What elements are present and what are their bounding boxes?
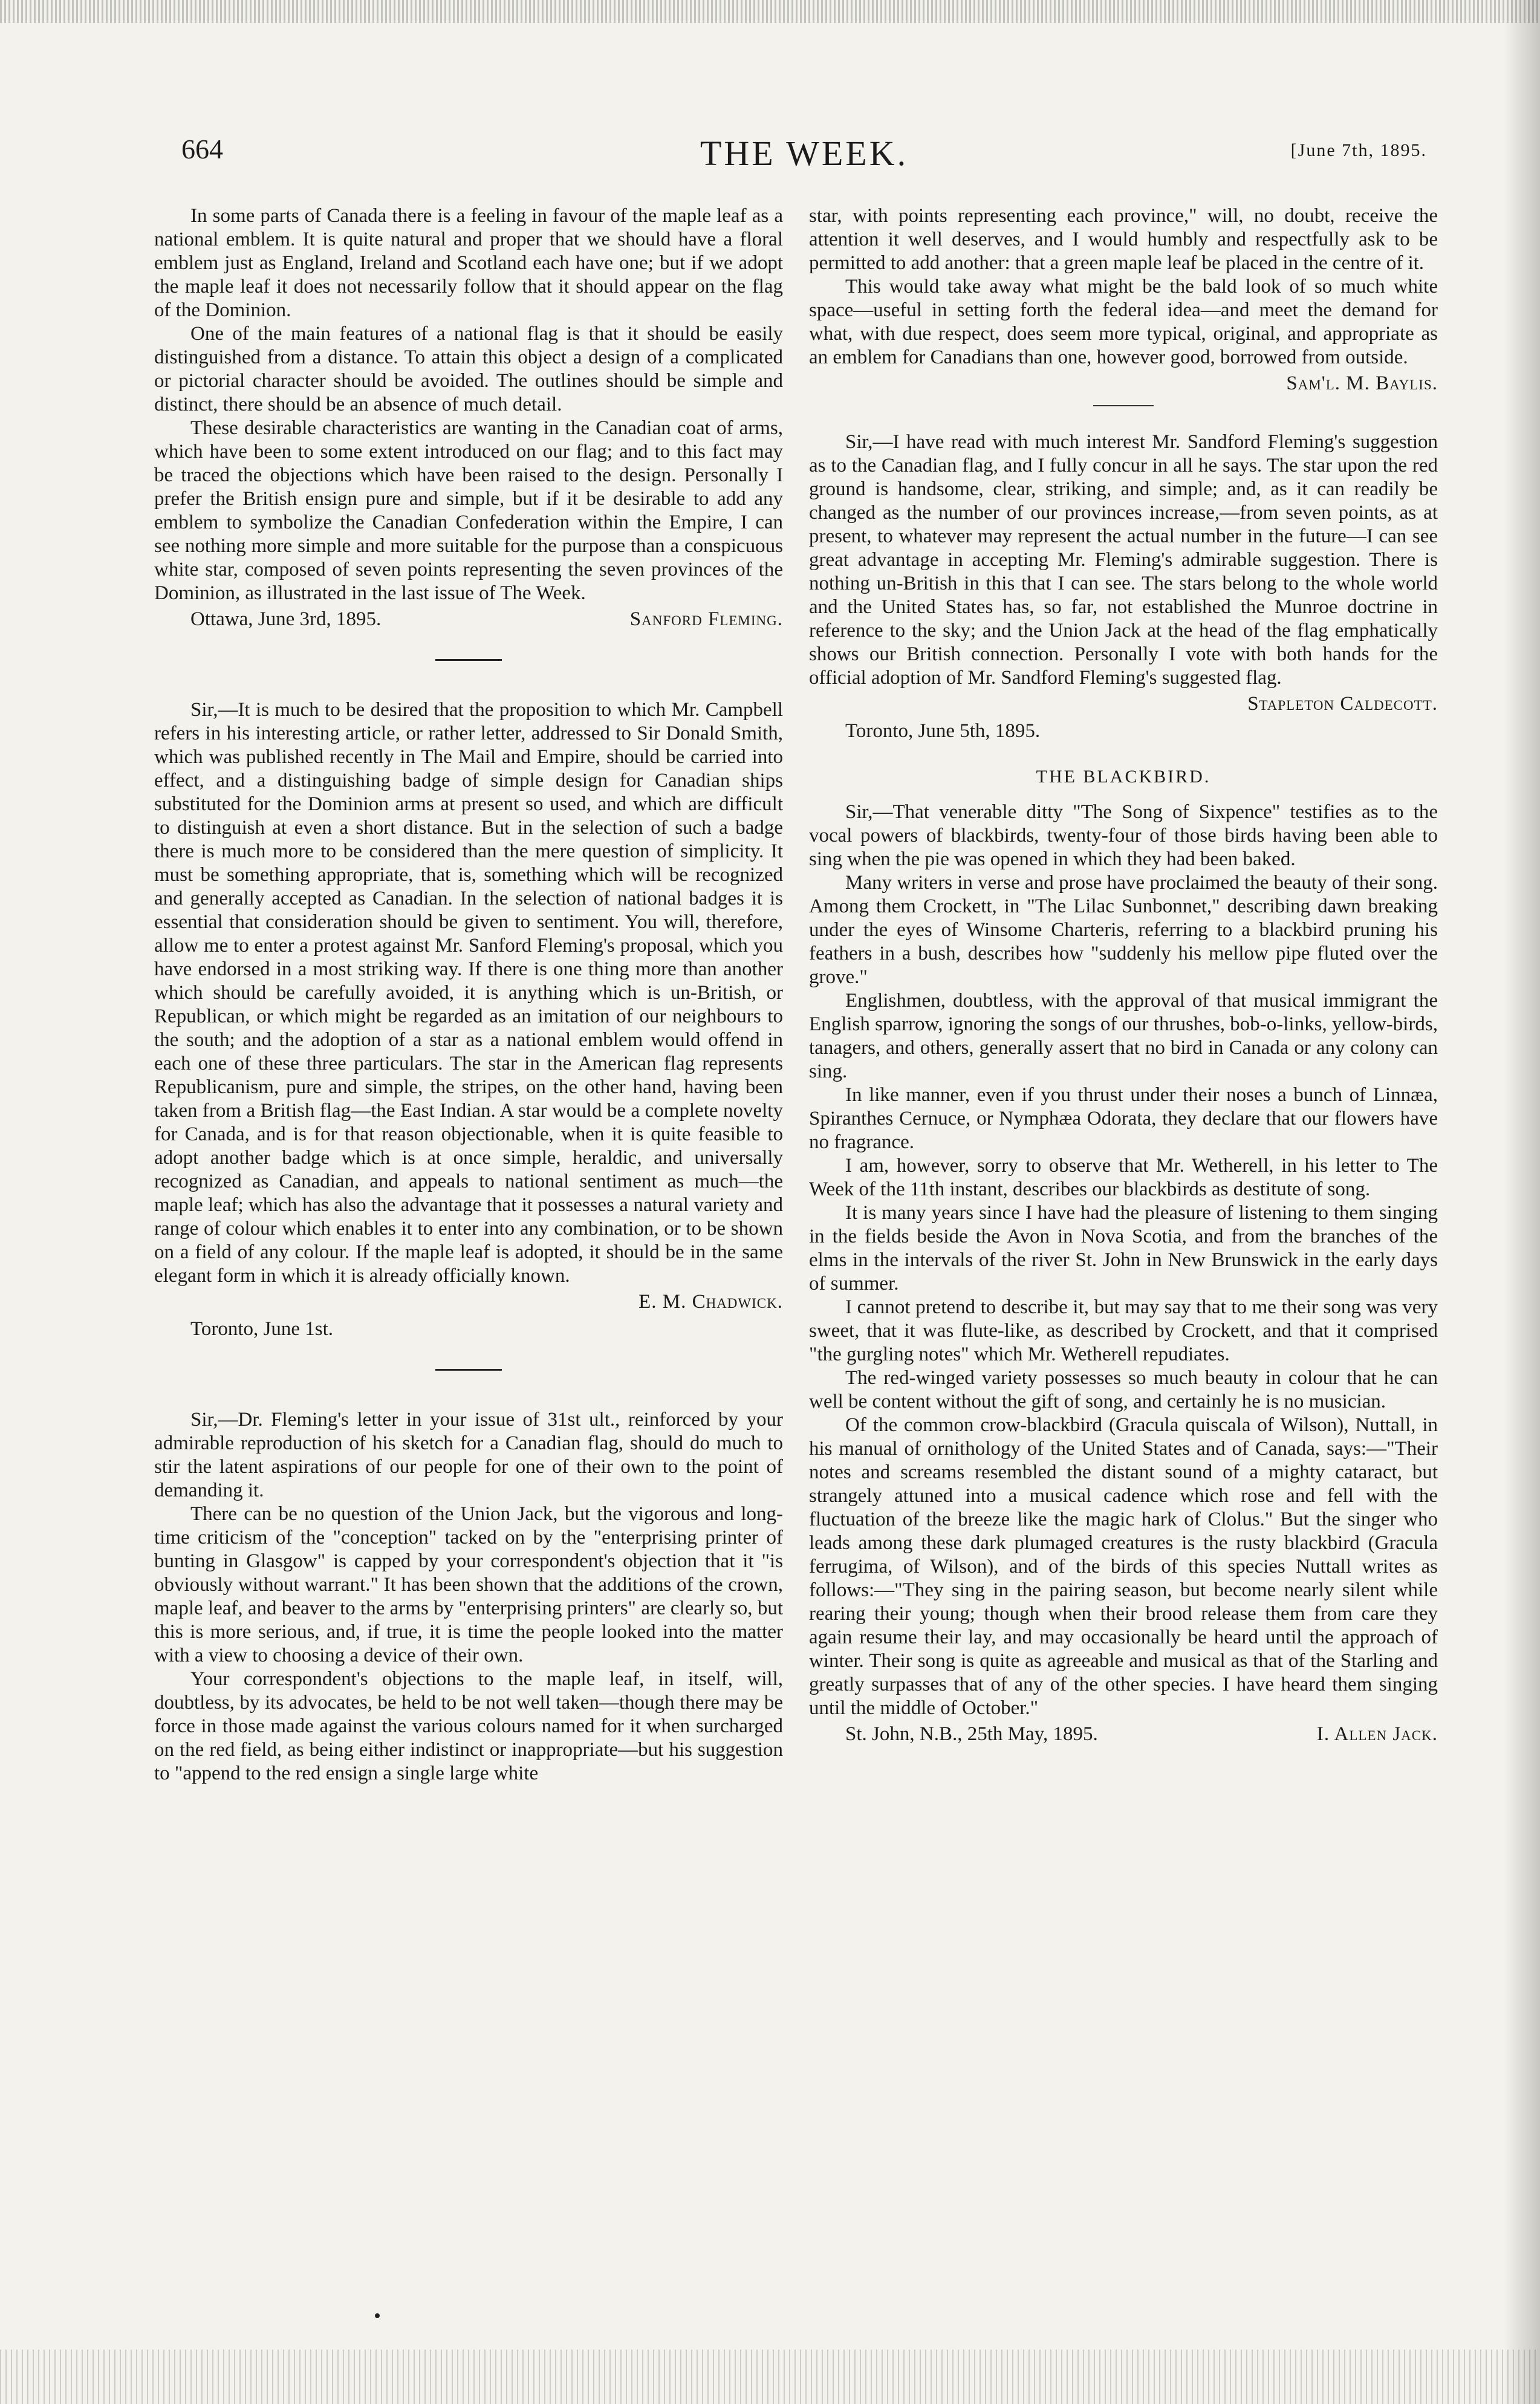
scan-edge-bottom [0,2350,1540,2404]
paragraph: The red-winged variety possesses so much beauty in colour that he can well be content without the gift of song, and certainly he is no musician. [809,1367,1438,1412]
paragraph: Your correspondent's objections to the maple leaf, in itself, will, doubtless, by its advocates, be held to be not well taken—though there may be force in those made against the various colours named for it when surcharged on the red field, as being either indistinct or inappropriate—but his suggestion to "append to the red ensign a single large white [154,1668,783,1784]
chadwick-letter [154,698,783,1341]
caldecott-letter [809,430,1438,743]
publication-title: THE WEEK. [700,134,909,173]
signature-row [809,1723,1438,1746]
paragraph: Many writers in verse and prose have proclaimed the beauty of their song. Among them Crockett, in "The Lilac Sunbonnet," describing dawn breaking under the eyes of Winsome Charteris, referring to a blackbird pruning his feathers in a bush, describes how "suddenly his mellow pipe fluted over the grove." [809,872,1438,988]
baylis-letter [154,1408,783,1785]
paragraph: Englishmen, doubtless, with the approval of that musical immigrant the English sparrow, ignoring the songs of our thrushes, bob-o-links, yellow-birds, tanagers, and others, generally assert that no bird in Canada or any colony can sing. [809,990,1438,1082]
paragraph: Sir,—Dr. Fleming's letter in your issue of 31st ult., reinforced by your admirable reproduction of his sketch for a Canadian flag, should do much to stir the latent aspirations of our people for one of their own to the point of demanding it. [154,1409,783,1501]
dateline: St. John, N.B., 25th May, 1895. [845,1723,1098,1745]
paragraph: Of the common crow-blackbird (Gracula quiscala of Wilson), Nuttall, in his manual of ornithology of the United States and of Canada, says:—"Their notes and screams resembled the distant sound of a mighty cataract, but strangely attuned into a musical cadence which rose and fell with the fluctuation of the breeze like the magic hark of Clolus." But the singer who leads among these dark plumaged creatures is the rusty blackbird (Gracula ferrugima, of Wilson), and of the birds of this species Nuttall writes as follows:—"They sing in the pairing season, but become nearly silent while rearing their young; though when their brood release them from care they again resume their lay, and may occasionally be heard until the approach of winter. Their song is quite as agreeable and musical as that of the Starling and greatly surpasses that of any of the other species. I have heard them singing until the middle of October." [809,1414,1438,1719]
left-column [154,204,783,1785]
paragraph: There can be no question of the Union Jack, but the vigorous and long-time criticism of the "conception" tacked on by the "enterprising printer of bunting in Glasgow" is capped by your correspondent's objection that it "is obviously without warrant." It has been shown that the additions of the crown, maple leaf, and beaver to the arms by "enterprising printers" are clearly so, but this is more serious, and, if true, it is time the people looked into the matter with a view to choosing a device of their own. [154,1503,783,1666]
blackbird-letter [809,801,1438,1746]
paragraph: Sir,—That venerable ditty "The Song of Sixpence" testifies as to the vocal powers of blackbirds, twenty-four of those birds having been able to sing when the pie was opened in which they had been baked. [809,801,1438,870]
paragraph: I am, however, sorry to observe that Mr. Wetherell, in his letter to The Week of the 11th instant, describes our blackbirds as destitute of song. [809,1155,1438,1200]
paragraph: This would take away what might be the bald look of so much white space—useful in setting forth the federal idea—and meet the demand for what, with due respect, does seem more typical, original, and appropriate as an emblem for Canadians than one, however good, borrowed from outside. [809,276,1438,368]
signature: E. M. Chadwick. [638,1291,783,1313]
paragraph: One of the main features of a national flag is that it should be easily distinguished from a distance. To attain this object a design of a complicated or pictorial character should be avoided. The outlines should be simple and distinct, there should be an absence of much detail. [154,323,783,415]
paragraph: In like manner, even if you thrust under their noses a bunch of Linnæa, Spiranthes Cernuce, or Nymphæa Odorata, they declare that our flowers have no fragrance. [809,1084,1438,1153]
scan-edge-top [0,0,1540,23]
paragraph: I cannot pretend to describe it, but may say that to me their song was very sweet, that it was flute-like, as described by Crockett, and that it comprised "the gurgling notes" which Mr. Wetherell repudiates. [809,1296,1438,1365]
signature: Sam'l. M. Baylis. [1286,372,1438,394]
paragraph: It is many years since I have had the pleasure of listening to them singing in the fields beside the Avon in Nova Scotia, and from the branches of the elms in the intervals of the river St. John in New Brunswick in the early days of summer. [809,1202,1438,1295]
paragraph: Sir,—It is much to be desired that the proposition to which Mr. Campbell refers in his interesting article, or rather letter, addressed to Sir Donald Smith, which was published recently in The Mail and Empire, should be carried into effect, and a distinguishing badge of simple design for Canadian ships substituted for the Dominion arms at present so used, and which are difficult to distinguish at even a short distance. But in the selection of such a badge there is much more to be considered than the mere question of simplicity. It must be something appropriate, that is, something which will be recognized and generally accepted as Canadian. In the selection of national badges it is essential that consideration should be given to sentiment. You will, therefore, allow me to enter a protest against Mr. Sanford Fleming's proposal, which you have endorsed in a most striking way. If there is one thing more than another which should be carefully avoided, it is anything which is un-British, or Republican, or which might be regarded as an imitation of our neighbours to the south; and the adoption of a star as a national emblem would offend in each one of these three particulars. The star in the American flag represents Republicanism, pure and simple, the stripes, on the other hand, having been taken from a British flag—the East Indian. A star would be a complete novelty for Canada, and is for that reason objectionable, when it is quite feasible to adopt another badge which is at once simple, heraldic, and universally recognized as Canadian, and appeals to national sentiment as much—the maple leaf; which has also the advantage that it possesses a natural variety and range of colour which enables it to enter into any combination, or to be shown on a field of any colour. If the maple leaf is adopted, it should be in the same elegant form in which it is already officially known. [154,699,783,1287]
dateline: Ottawa, June 3rd, 1895. [190,608,382,630]
masthead [181,133,1427,187]
issue-date: [June 7th, 1895. [1290,140,1427,160]
right-column [809,204,1438,1746]
signature-row [154,608,783,631]
bottom-dot-ornament [375,2313,380,2318]
paragraph: star, with points representing each province," will, no doubt, receive the attention it well deserves, and I would humbly and respectfully ask to be permitted to add another: that a green maple leaf be placed in the centre of it. [809,205,1438,274]
dateline: Toronto, June 1st. [190,1318,334,1340]
section-divider [1093,405,1154,406]
dateline: Toronto, June 5th, 1895. [845,720,1041,742]
page-number: 664 [181,134,223,164]
paragraph: Sir,—I have read with much interest Mr. Sandford Fleming's suggestion as to the Canadian flag, and I fully concur in all he says. The star upon the red ground is handsome, clear, striking, and simple; and, as it can readily be changed as the number of our provinces increase,—from seven points, as at present, to whatever may represent the actual number in the future—I can see great advantage in accepting Mr. Fleming's admirable suggestion. There is nothing un-British in this that I can see. The stars belong to the whole world and the United States has, so far, not established the Munroe doctrine in reference to the sky; and the Union Jack at the head of the flag emphatically shows our British connection. Personally I vote with both hands for the official adoption of Mr. Sandford Fleming's suggested flag. [809,431,1438,689]
signature: Stapleton Caldecott. [1247,693,1438,715]
fleming-letter [154,204,783,631]
signature: Sanford Fleming. [629,608,783,630]
signature: I. Allen Jack. [1316,1723,1438,1745]
section-divider [435,659,502,661]
paragraph: These desirable characteristics are wanting in the Canadian coat of arms, which have been to some extent introduced on our flag; and to this fact may be traced the objections which have been raised to the design. Personally I prefer the British ensign pure and simple, but if it be desirable to add any emblem to symbolize the Canadian Confederation within the Empire, I can see nothing more simple and more suitable for the purpose than a conspicuous white star, composed of seven points representing the seven provinces of the Dominion, as illustrated in the last issue of The Week. [154,417,783,604]
section-heading: THE BLACKBIRD. [1036,767,1211,787]
scan-edge-right [1504,0,1540,2404]
section-divider [435,1369,502,1371]
paragraph: In some parts of Canada there is a feeling in favour of the maple leaf as a national emblem. It is quite natural and proper that we should have a floral emblem just as England, Ireland and Scotland each have one; but if we adopt the maple leaf it does not necessarily follow that it should appear on the flag of the Dominion. [154,205,783,321]
baylis-letter-continued [809,204,1438,395]
